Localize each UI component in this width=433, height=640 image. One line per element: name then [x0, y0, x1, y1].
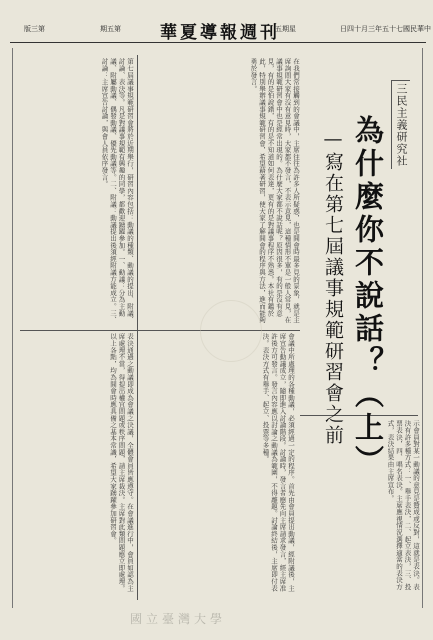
article-column: 表決通過之動議即成為會議之決議，全體會員皆應遵守。在會議進行中，會員如認為主席處理不當，得提出權宜問題或秩序問題，請主席裁決。主席對此類問題應立即處理。以上各點，均為開會時應具備之基本常識，希望大家踴躍參加研習會。 — [109, 333, 134, 592]
column-divider — [137, 55, 138, 600]
article-column: 會議中所處理的各種動議，必須經過一定的程序。首先由會員提出動議，經附議後，主席宣告動議成立，隨即進入討論階段。討論時，發言者應先向主席請求發言，經主席准許後方可發言。發言內容應以討論之動議為範圍，不得離題。討論終結後，主席即付表決。表決方式有舉手、起立、投票等多種。 — [261, 333, 295, 592]
library-stamp — [200, 300, 262, 362]
watermark: 國立臺灣大學 — [130, 612, 227, 626]
left-border — [12, 48, 13, 608]
article-column: 示會員對某一動議的意見是贊成或反對，這就是表決。表決有許多種方式：一、舉手表決，二、起立表決，三、投票表決，四、唱名表決。主席應視情況選擇適當的表決方式，表決結果由主席宣布。 — [386, 420, 420, 590]
right-border — [422, 48, 423, 608]
header-page: 版三第 — [24, 25, 45, 33]
article-title: 為什麼你不說話？（上） — [351, 115, 385, 478]
article-column: 在我們常接觸到的會議中，主席往往為許多人所疑惑，也是開會時最多見的景象，就是主席詢問大家有沒有意見時，大家都不發言，不表示意見，這種情形不單是一般人常見，在議事規範研習會中也是經常出現的。為什麼大家都不說話呢？原因很多，有的是沒有意見，有的是怕說錯，有的是不知道如何表達，更有的是對議事程序不熟悉。本社有鑑於此，特別舉辦議事規範研習會，希望藉著研習，使大家了解開會的程序與方法，進而能夠勇於發言。 — [249, 58, 300, 324]
header-weekday: 五期星 — [275, 25, 296, 33]
masthead: 刊週報導夏華 — [160, 23, 280, 43]
article-column: 第七屆議事規範研習會將於近期舉行，研習內容包括：動議的種類、動議的提出、附議、討論、表決等。凡是對議事規範有興趣的同學，都歡迎踴躍參加。一、動議：分為主動議、附屬動議、偶發動議、優先動議等。二、附議：動議提出後須經附議方能成立。三、討論：主席宣告討論，與會人員依序發言。 — [100, 58, 134, 324]
article-subtitle: —寫在第七屆議事規範研習會之前 — [322, 128, 344, 446]
header-date: 日四十月三年五十七國民華中 — [340, 25, 431, 33]
org-label: 三民主義研究社 — [391, 80, 410, 169]
header-issue: 期五第 — [100, 25, 121, 33]
page-header — [10, 20, 431, 43]
